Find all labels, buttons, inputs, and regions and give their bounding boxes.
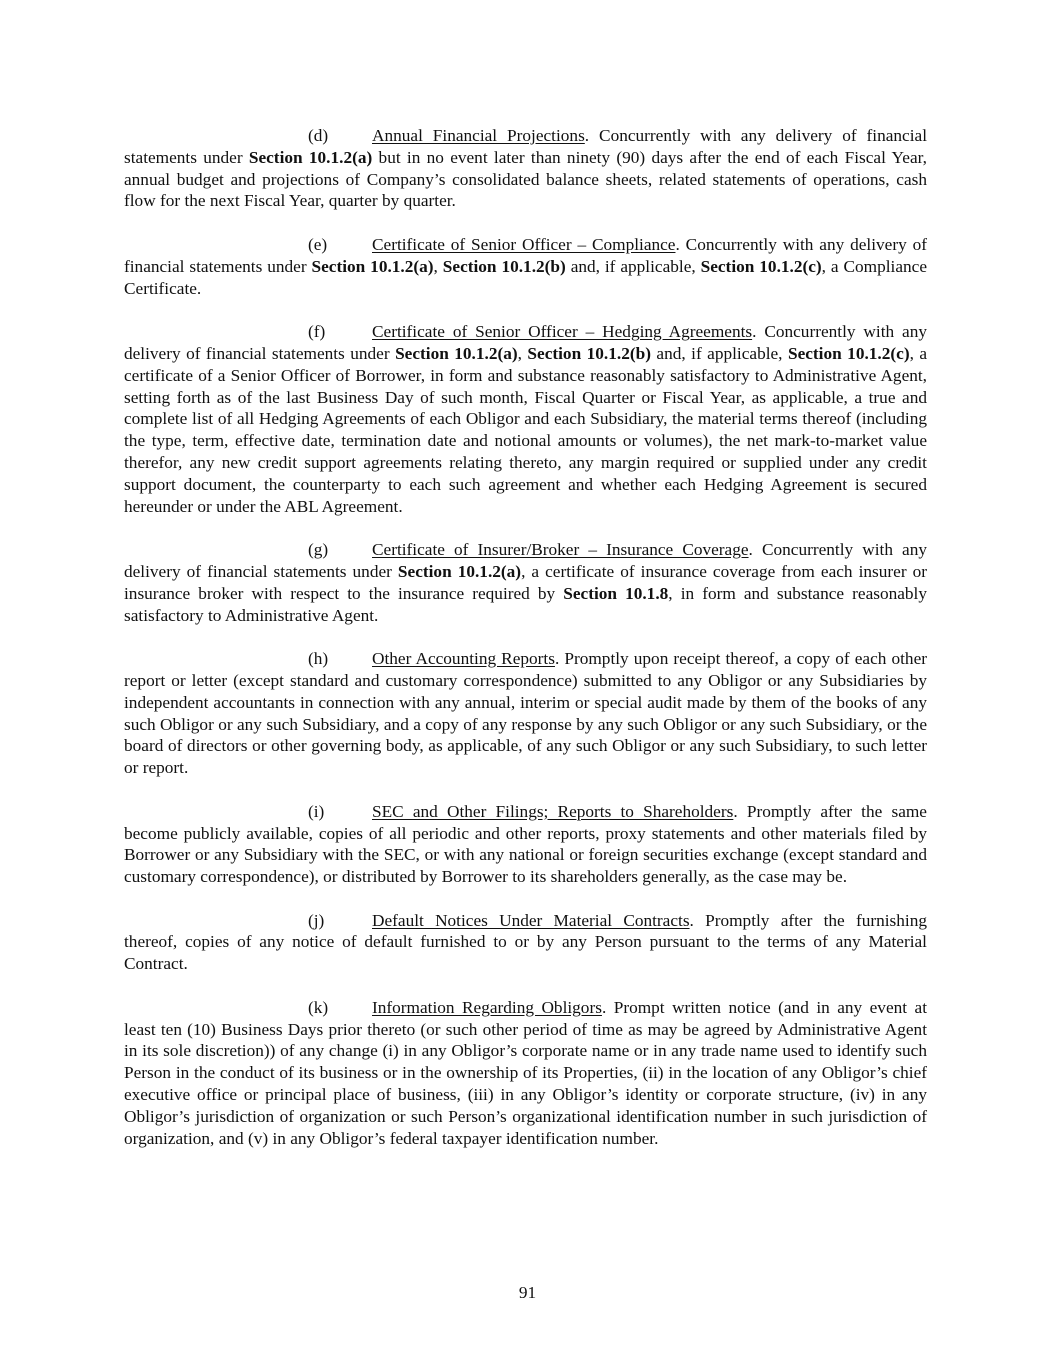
paragraph-e xyxy=(124,234,927,299)
paragraph-h xyxy=(124,648,927,779)
paragraph-text: , in form and substance reasonably satisfactory to Administrative Agent. xyxy=(124,583,927,625)
paragraph-letter: (d) xyxy=(308,126,329,145)
paragraph-heading: Certificate of Insurer/Broker – Insurance Coverage xyxy=(372,540,749,560)
paragraph-g xyxy=(124,539,927,626)
section-reference: Section 10.1.2(b) xyxy=(442,256,566,276)
paragraph-text: . Prompt written notice (and in any event at least ten (10) Business Days prior thereto (or such other period of time as may be agreed by Administrative Agent in its sole discretion)) of any change (i) in any Obligor’s corporate name or in any trade name used to identify such Person in the conduct of its business or in the ownership of its Properties, (ii) in the location of any Obligor’s chief executive office or principal place of business, (iii) in any Obligor’s identity or corporate structure, (iv) in any Obligor’s jurisdiction of organization or such Person’s organizational identification number in such jurisdiction of organization, and (v) in any Obligor’s federal taxpayer identification number. xyxy=(124,997,927,1148)
paragraph-letter: (k) xyxy=(308,997,329,1017)
paragraph-i xyxy=(124,801,927,888)
paragraph-text: , xyxy=(517,343,528,363)
paragraph-letter: (i) xyxy=(308,801,325,821)
paragraph-text: . Promptly after the furnishing thereof, copies of any notice of default furnished to or by any Person pursuant to the terms of any Material Contract. xyxy=(124,910,927,974)
paragraph-heading: Certificate of Senior Officer – Hedging Agreements xyxy=(372,322,753,342)
paragraph-heading: Other Accounting Reports xyxy=(372,649,555,669)
paragraph-text: . Concurrently with any delivery of financial statements under xyxy=(124,126,927,167)
paragraph-j xyxy=(124,910,927,975)
section-reference: Section 10.1.2(a) xyxy=(397,561,522,581)
document-page xyxy=(124,125,927,1171)
paragraph-text: , a certificate of insurance coverage from each insurer or insurance broker with respect to the insurance required by xyxy=(124,561,927,603)
section-reference: Section 10.1.2(c) xyxy=(787,343,910,363)
paragraph-text: but in no event later than ninety (90) days after the end of each Fiscal Year, annual budget and projections of Company’s consolidated balance sheets, related statements of operations, cash flow for the next Fiscal Year, quarter by quarter. xyxy=(124,147,927,211)
paragraph-letter: (e) xyxy=(308,234,328,254)
section-reference: Section 10.1.2(b) xyxy=(527,343,651,363)
paragraph-text: . Promptly upon receipt thereof, a copy of each other report or letter (except standard and customary correspondence) submitted to any Obligor or any Subsidiaries by independent accountants in connection with any annual, interim or special audit made by them of the books of any such Obligor or any such Subsidiary, and a copy of any response by any such Obligor or any such Subsidiary, or the board of directors or other governing body, as applicable, of any such Obligor or any such Subsidiary, to such letter or report. xyxy=(124,649,927,778)
paragraph-k xyxy=(124,997,927,1150)
paragraph-text: , a certificate of a Senior Officer of Borrower, in form and substance reasonably satisfactory to Administrative Agent, setting forth as of the last Business Day of such month, Fiscal Quarter or Fiscal Year, as applicable, a true and complete list of all Hedging Agreements of each Obligor and each Subsidiary, the material terms thereof (including the type, term, effective date, termination date and notional amounts or volumes), the net mark-to-market value therefor, any new credit support agreements relating thereto, any margin required or supplied under any credit support document, the counterparty to each such agreement and whether each Hedging Agreement is secured hereunder or under the ABL Agreement. xyxy=(124,343,928,516)
paragraph-d xyxy=(124,125,927,212)
paragraph-letter: (h) xyxy=(308,649,329,669)
paragraph-text: . Concurrently with any delivery of financial statements under xyxy=(124,234,927,276)
section-reference: Section 10.1.2(a) xyxy=(248,147,373,167)
section-reference: Section 10.1.2(c) xyxy=(700,256,822,276)
paragraph-text: . Concurrently with any delivery of financial statements under xyxy=(124,322,927,363)
section-reference: Section 10.1.2(a) xyxy=(311,256,434,276)
paragraph-letter: (f) xyxy=(308,322,326,342)
paragraph-heading: Default Notices Under Material Contracts xyxy=(372,910,690,930)
paragraph-f xyxy=(124,321,927,517)
paragraph-heading: Certificate of Senior Officer – Compliance xyxy=(372,234,676,254)
paragraph-letter: (j) xyxy=(308,910,325,930)
section-reference: Section 10.1.8 xyxy=(563,583,669,603)
paragraph-text: , a Compliance Certificate. xyxy=(124,256,927,298)
paragraph-heading: Information Regarding Obligors xyxy=(372,997,602,1017)
section-reference: Section 10.1.2(a) xyxy=(395,343,518,363)
paragraph-heading: Annual Financial Projections xyxy=(372,126,585,145)
paragraph-text: . Promptly after the same become publicly available, copies of all periodic and other reports, proxy statements and other materials filed by Borrower or any Subsidiary with the SEC, or with any national or foreign securities exchange (except standard and customary correspondence), or distributed by Borrower to its shareholders generally, as the case may be. xyxy=(124,801,927,887)
paragraph-text: . Concurrently with any delivery of financial statements under xyxy=(124,540,928,581)
paragraph-text: and, if applicable, xyxy=(650,343,788,363)
paragraph-heading: SEC and Other Filings; Reports to Shareholders xyxy=(372,801,734,821)
paragraph-letter: (g) xyxy=(308,540,329,560)
paragraph-text: and, if applicable, xyxy=(565,256,701,276)
page-number: 91 xyxy=(518,1283,537,1302)
paragraph-text: , xyxy=(433,256,443,276)
